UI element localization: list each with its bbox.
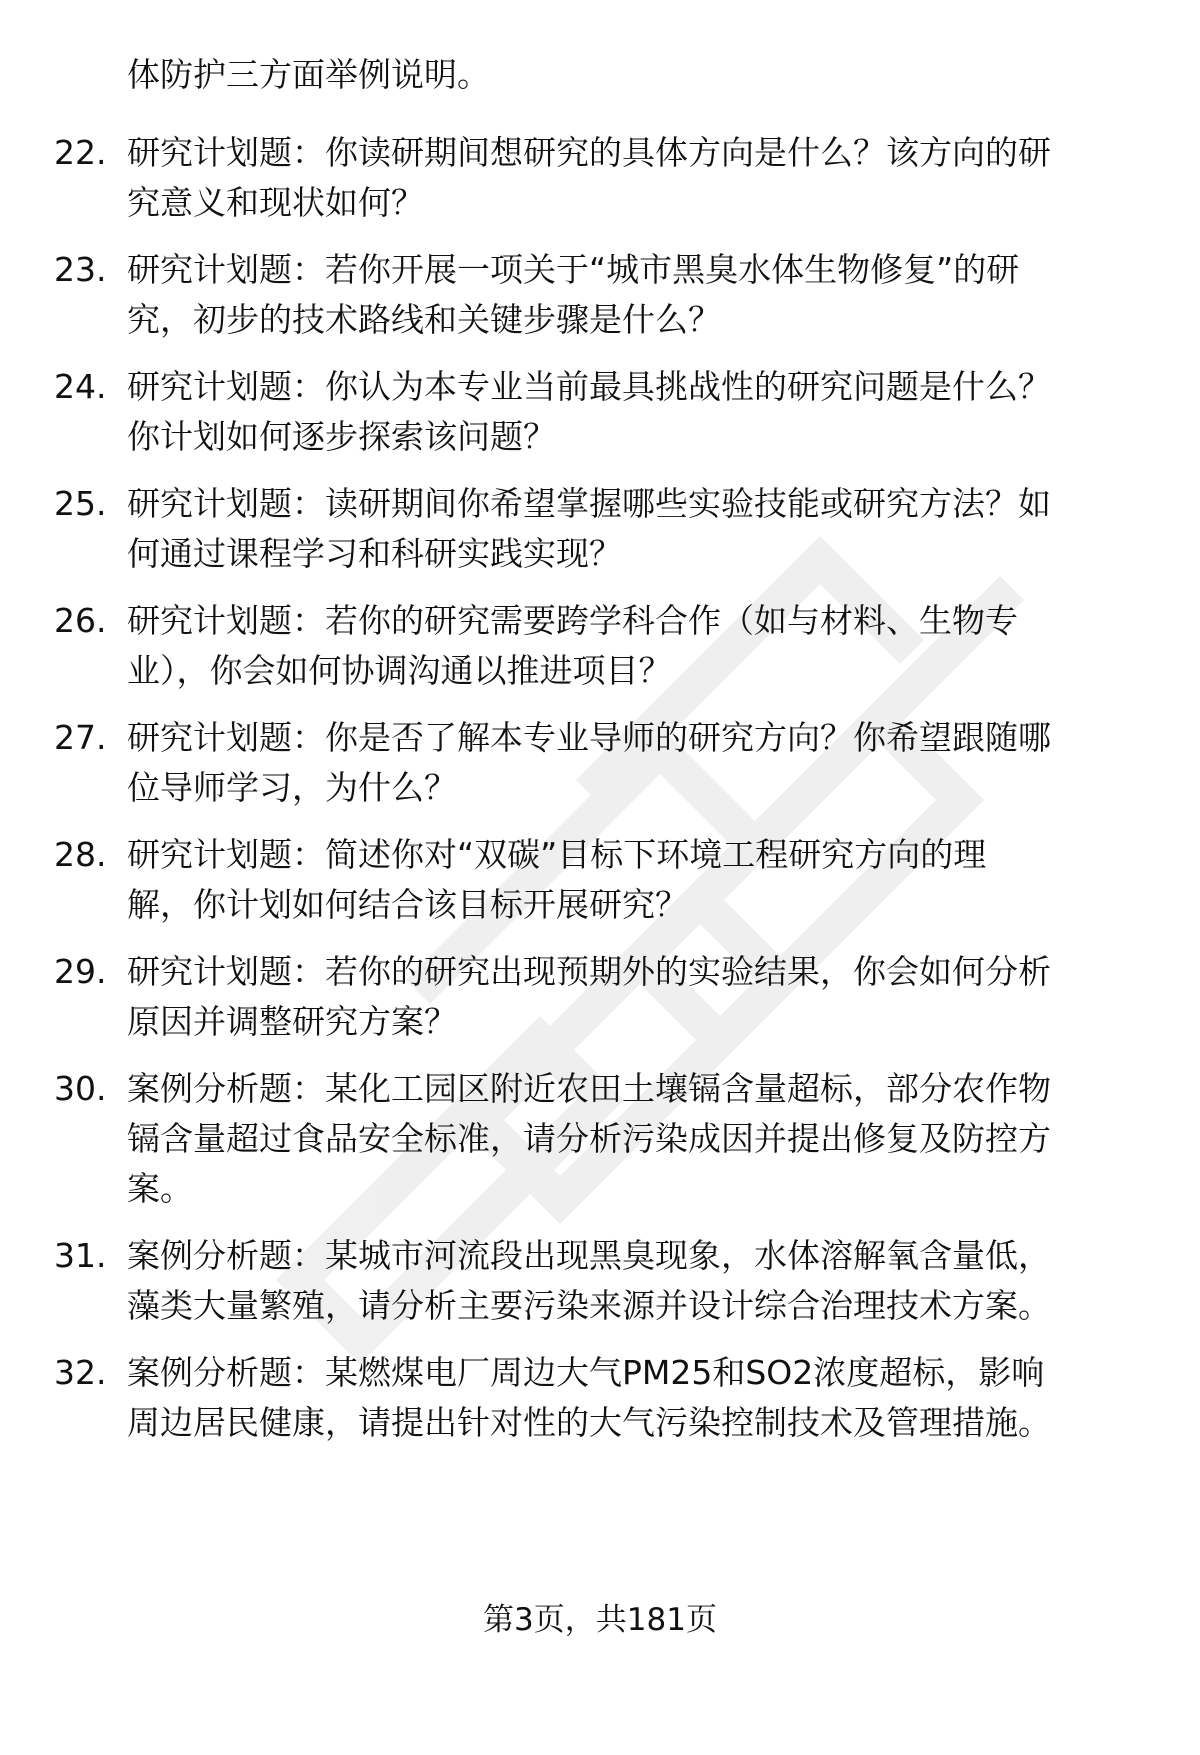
- question-number: 28.: [54, 835, 107, 874]
- question-text: [127, 362, 1137, 462]
- question-text: [127, 947, 1137, 1047]
- question-line: 研究计划题：你认为本专业当前最具挑战性的研究问题是什么？: [127, 367, 1051, 406]
- question-line: 业），你会如何协调沟通以推进项目？: [127, 651, 672, 690]
- question-line: 何通过课程学习和科研实践实现？: [127, 534, 622, 573]
- question-text: [127, 1348, 1137, 1448]
- question-line: 你计划如何逐步探索该问题？: [127, 417, 556, 456]
- question-number: 24.: [54, 367, 107, 406]
- question-number: 25.: [54, 484, 107, 523]
- question-number: 27.: [54, 718, 107, 757]
- question-line: 究意义和现状如何？: [127, 183, 424, 222]
- question-text: [127, 830, 1137, 930]
- continuation-text: 体防护三方面举例说明。: [127, 55, 490, 94]
- question-number: 32.: [54, 1353, 107, 1392]
- question-line: 案。: [127, 1169, 193, 1208]
- question-text: [127, 1231, 1137, 1331]
- question-number: 26.: [54, 601, 107, 640]
- question-number: 23.: [54, 250, 107, 289]
- question-line: 研究计划题：若你的研究需要跨学科合作（如与材料、生物专: [127, 601, 1018, 640]
- question-line: 研究计划题：简述你对“双碳”目标下环境工程研究方向的理: [127, 835, 987, 874]
- question-line: 镉含量超过食品安全标准，请分析污染成因并提出修复及防控方: [127, 1119, 1051, 1158]
- question-text: [127, 1064, 1137, 1214]
- question-line: 究，初步的技术路线和关键步骤是什么？: [127, 300, 721, 339]
- question-line: 藻类大量繁殖，请分析主要污染来源并设计综合治理技术方案。: [127, 1286, 1051, 1325]
- question-line: 案例分析题：某燃煤电厂周边大气PM25和SO2浓度超标，影响: [127, 1353, 1045, 1392]
- question-text: [127, 245, 1137, 345]
- question-text: [127, 713, 1137, 813]
- question-text: [127, 596, 1137, 696]
- question-line: 解，你计划如何结合该目标开展研究？: [127, 885, 688, 924]
- question-number: 30.: [54, 1069, 107, 1108]
- question-line: 研究计划题：你是否了解本专业导师的研究方向？你希望跟随哪: [127, 718, 1051, 757]
- question-number: 22.: [54, 133, 107, 172]
- question-line: 周边居民健康，请提出针对性的大气污染控制技术及管理措施。: [127, 1403, 1051, 1442]
- question-line: 案例分析题：某化工园区附近农田土壤镉含量超标，部分农作物: [127, 1069, 1051, 1108]
- question-number: 29.: [54, 952, 107, 991]
- question-line: 案例分析题：某城市河流段出现黑臭现象，水体溶解氧含量低，: [127, 1236, 1051, 1275]
- question-line: 原因并调整研究方案？: [127, 1002, 457, 1041]
- question-line: 位导师学习，为什么？: [127, 768, 457, 807]
- question-line: 研究计划题：你读研期间想研究的具体方向是什么？该方向的研: [127, 133, 1051, 172]
- question-line: 研究计划题：若你开展一项关于“城市黑臭水体生物修复”的研: [127, 250, 1020, 289]
- question-number: 31.: [54, 1236, 107, 1275]
- question-text: [127, 128, 1137, 228]
- page-number-footer: 第3页，共181页: [483, 1602, 717, 1638]
- question-line: 研究计划题：读研期间你希望掌握哪些实验技能或研究方法？如: [127, 484, 1051, 523]
- question-line: 研究计划题：若你的研究出现预期外的实验结果，你会如何分析: [127, 952, 1051, 991]
- question-text: [127, 479, 1137, 579]
